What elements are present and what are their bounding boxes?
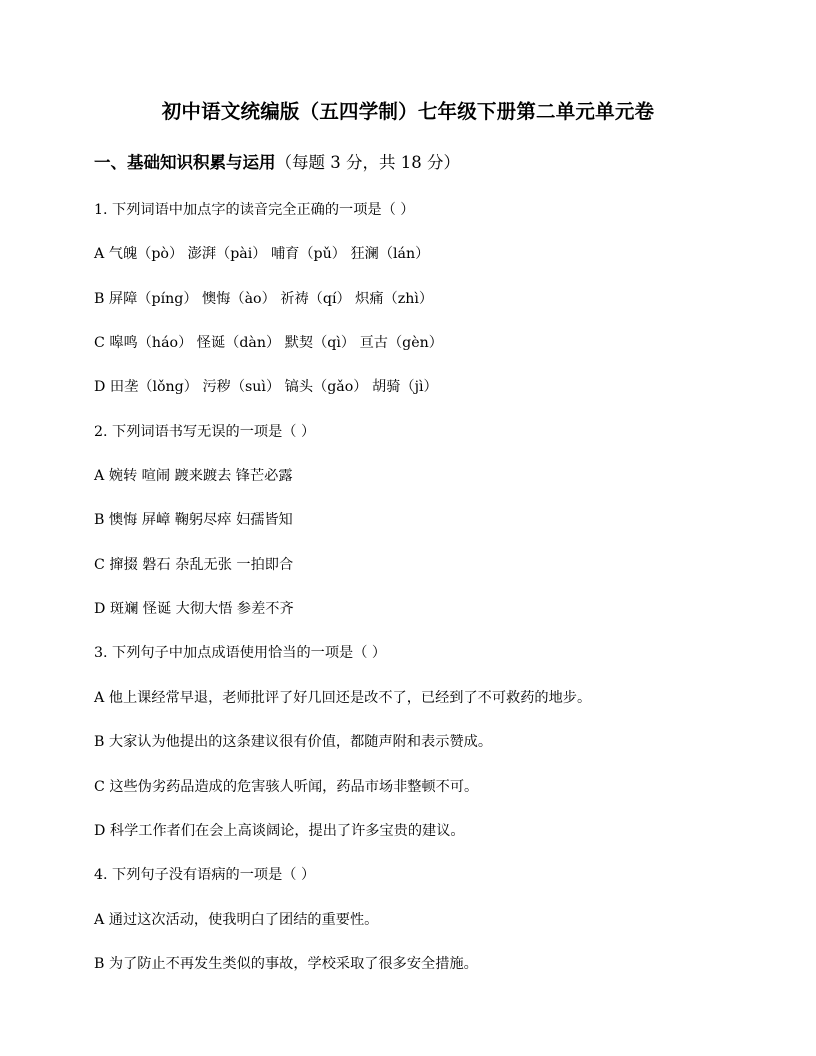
- question-1-option-c: C 嗥鸣（háo） 怪诞（dàn） 默契（qì） 亘古（gèn）: [94, 335, 443, 351]
- question-4-option-a: A 通过这次活动，使我明白了团结的重要性。: [94, 912, 379, 928]
- question-1-option-a: A 气魄（pò） 澎湃（pài） 哺育（pǔ） 狂澜（lán）: [94, 246, 430, 262]
- question-3-option-b: B 大家认为他提出的这条建议很有价值，都随声附和表示赞成。: [94, 734, 493, 750]
- question-3-option-a: A 他上课经常早退，老师批评了好几回还是改不了，已经到了不可救药的地步。: [94, 690, 592, 706]
- question-3-option-d: D 科学工作者们在会上高谈阔论，提出了许多宝贵的建议。: [94, 823, 465, 839]
- question-3-stem: 3. 下列句子中加点成语使用恰当的一项是（ ）: [94, 645, 387, 661]
- question-2-option-c: C 撺掇 磐石 杂乱无张 一拍即合: [94, 557, 294, 573]
- question-2-stem: 2. 下列词语书写无误的一项是（ ）: [94, 424, 316, 440]
- question-4-stem: 4. 下列句子没有语病的一项是（ ）: [94, 867, 316, 883]
- question-2-option-a: A 婉转 喧闹 踱来踱去 锋芒必露: [94, 468, 293, 484]
- page-title: 初中语文统编版（五四学制）七年级下册第二单元单元卷: [161, 100, 655, 123]
- question-4-option-b: B 为了防止不再发生类似的事故，学校采取了很多安全措施。: [94, 956, 478, 972]
- question-1-option-b: B 屏障（píng） 懊悔（ào） 祈祷（qí） 炽痛（zhì）: [94, 291, 434, 307]
- section-heading-text: 一、基础知识积累与运用: [94, 153, 276, 172]
- section-score-note: （每题 3 分，共 18 分）: [275, 153, 460, 172]
- question-2-option-b: B 懊悔 屏嶂 鞠躬尽瘁 妇孺皆知: [94, 512, 293, 528]
- question-1-option-d: D 田垄（lǒng） 污秽（suì） 镐头（gǎo） 胡骑（jì）: [94, 379, 438, 395]
- section-heading: [94, 149, 460, 173]
- question-3-option-c: C 这些伪劣药品造成的危害骇人听闻，药品市场非整顿不可。: [94, 779, 479, 795]
- question-2-option-d: D 斑斓 怪诞 大彻大悟 参差不齐: [94, 601, 294, 617]
- question-1-stem: 1. 下列词语中加点字的读音完全正确的一项是（ ）: [94, 202, 415, 218]
